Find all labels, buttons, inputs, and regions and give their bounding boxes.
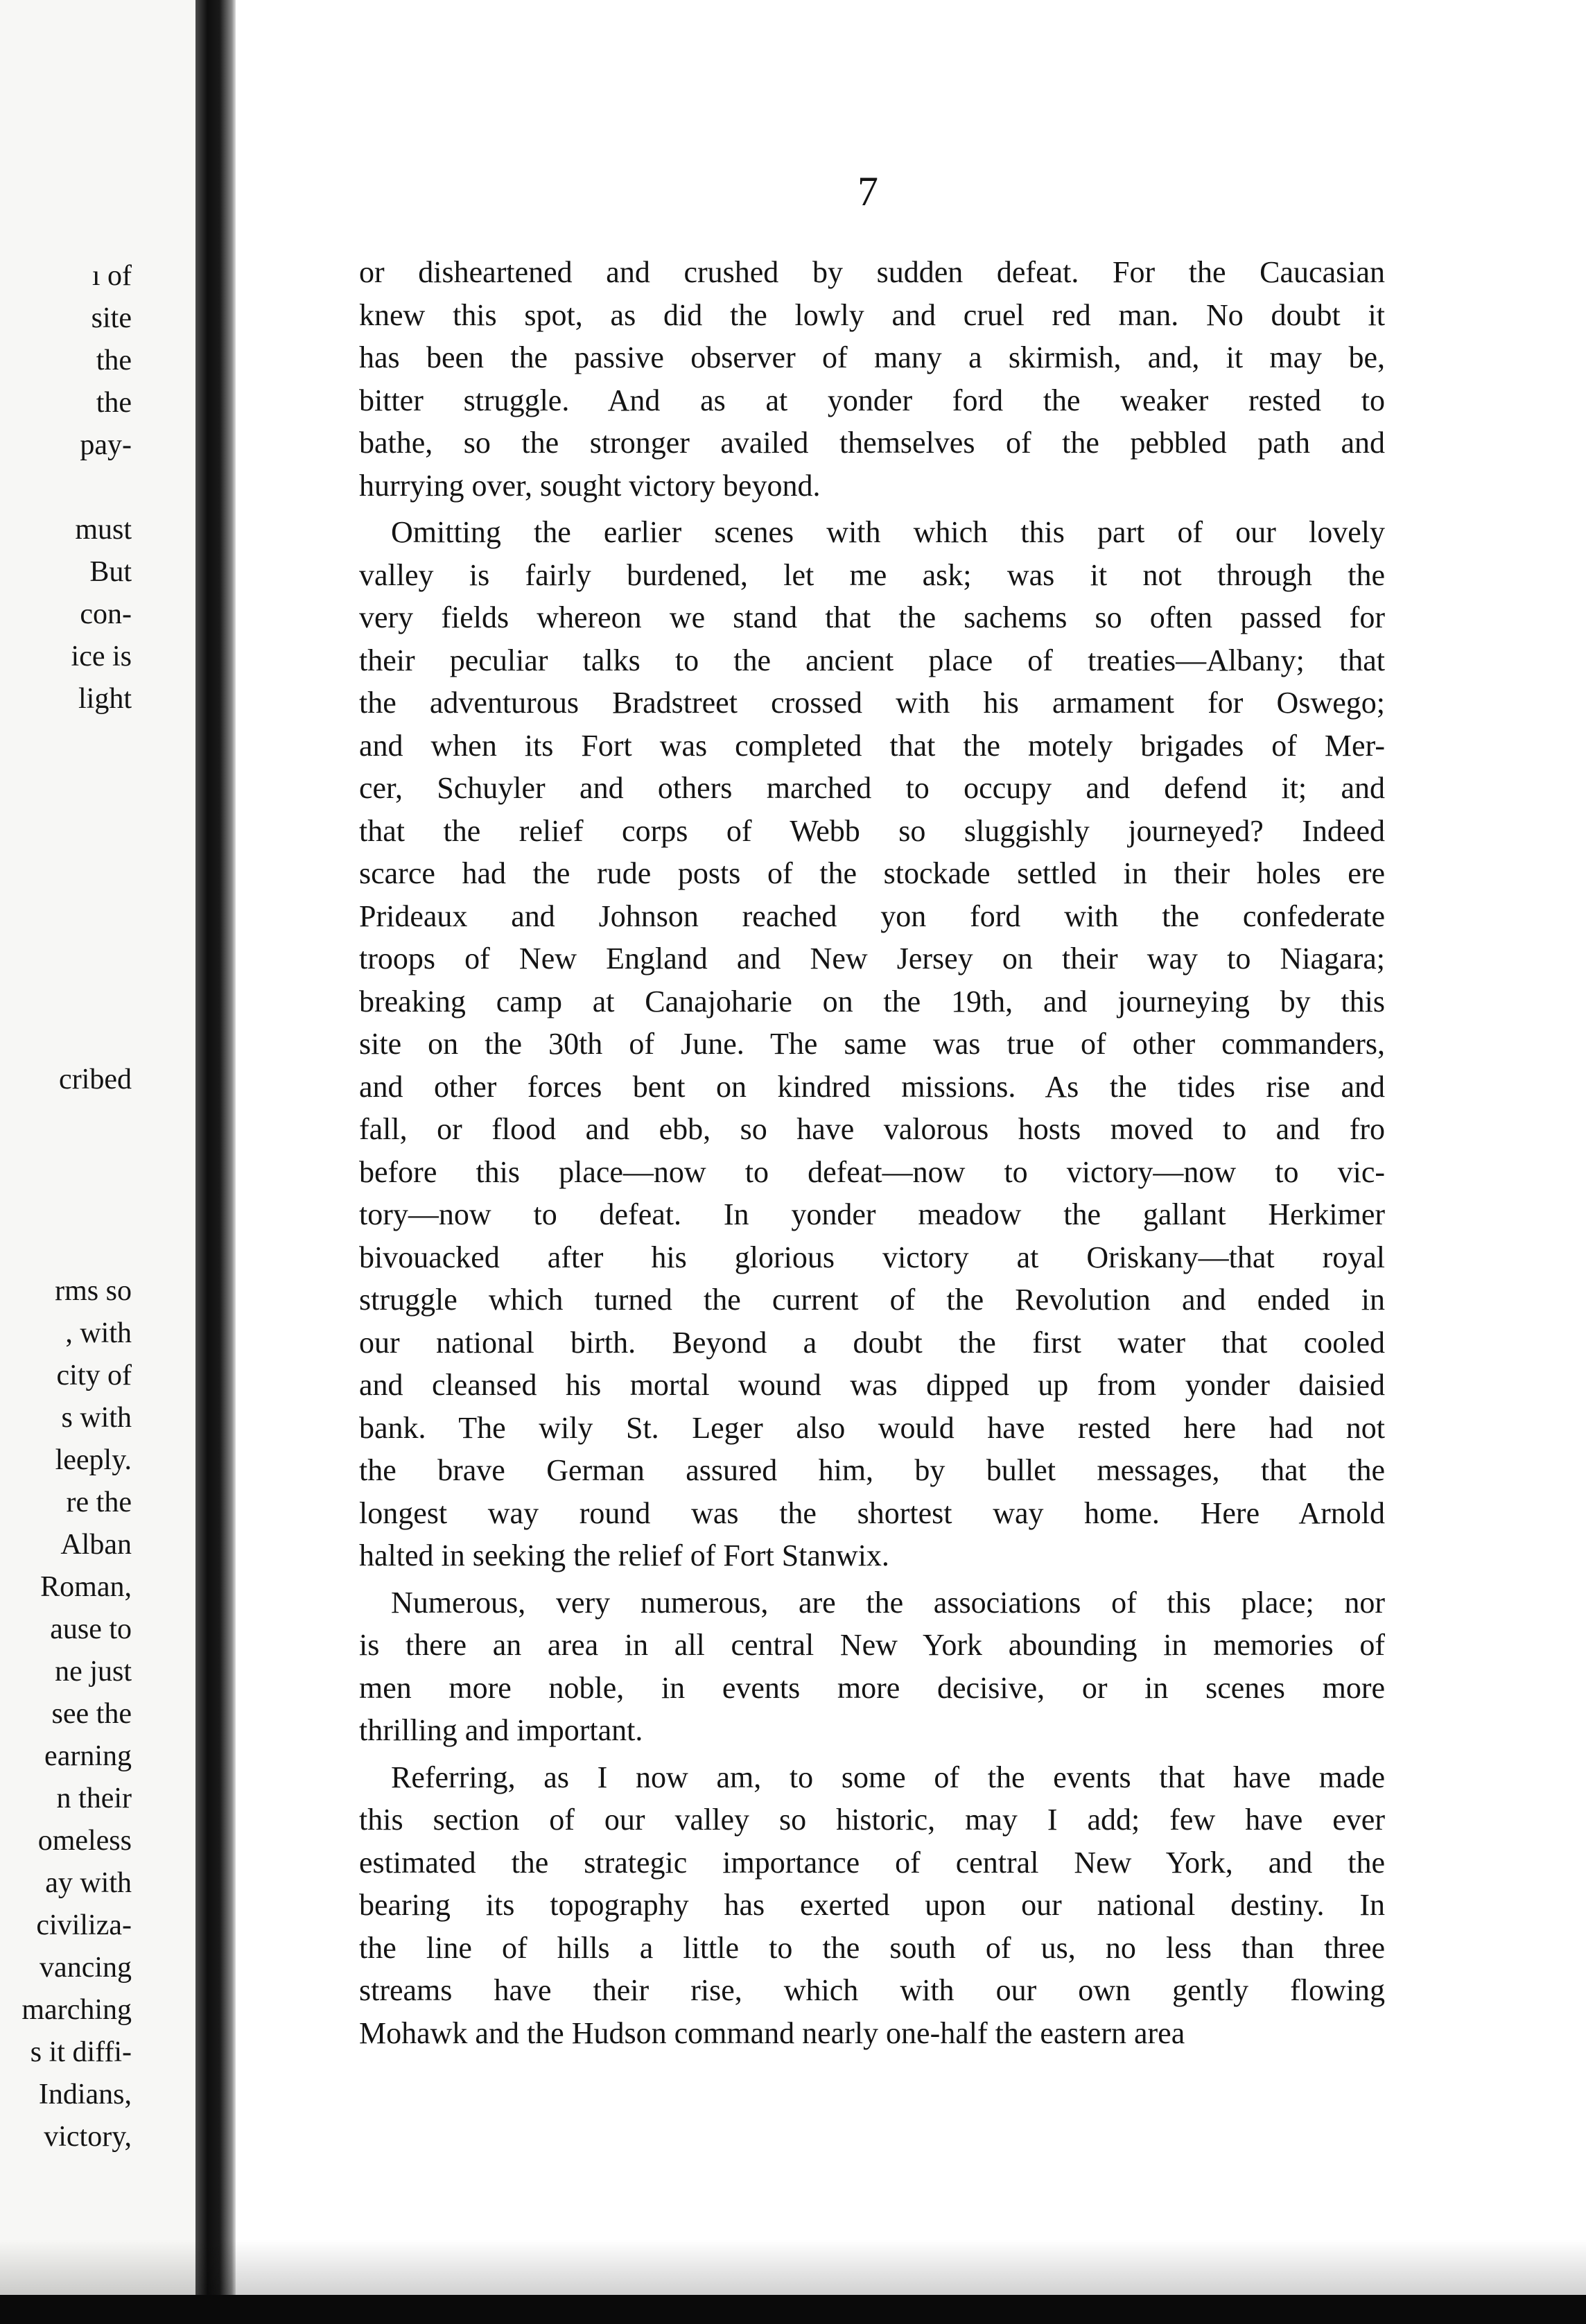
text-line: fall, or flood and ebb, so have valorous hosts moved to and fro xyxy=(359,1112,1385,1146)
text-line: the brave German assured him, by bullet messages, that the xyxy=(359,1453,1385,1487)
facing-page-line: ause to xyxy=(50,1613,132,1645)
facing-page-line xyxy=(21,467,132,509)
facing-page-line: But xyxy=(89,556,132,588)
text-line: bearing its topography has exerted upon our national destiny. In xyxy=(359,1888,1385,1922)
facing-page-line: Alban xyxy=(60,1529,132,1561)
facing-page-line xyxy=(21,720,132,763)
text-line: and other forces bent on kindred missions. As the tides rise and xyxy=(359,1069,1385,1104)
text-line: struggle which turned the current of the Revolution and ended in xyxy=(359,1283,1385,1317)
text-line: our national birth. Beyond a doubt the first water that cooled xyxy=(359,1325,1385,1360)
text-line: the line of hills a little to the south of us, no less than three xyxy=(359,1930,1385,1965)
facing-page-line: vancing xyxy=(40,1952,132,1984)
text-line: estimated the strategic importance of central New York, and the xyxy=(359,1845,1385,1880)
facing-page-line xyxy=(21,1101,132,1143)
facing-page-line: leeply. xyxy=(55,1444,132,1476)
facing-page-line xyxy=(21,805,132,847)
text-line: valley is fairly burdened, let me ask; was it not through the xyxy=(359,557,1385,592)
facing-page-line: omeless xyxy=(37,1825,132,1857)
facing-page-line xyxy=(21,890,132,932)
scan-bottom-edge xyxy=(0,2295,1586,2324)
text-line: their peculiar talks to the ancient place of treaties—Albany; that xyxy=(359,643,1385,677)
facing-page-line: ay with xyxy=(45,1867,132,1899)
facing-page-line: see the xyxy=(51,1698,132,1730)
text-line: Mohawk and the Hudson command nearly one-half the eastern area xyxy=(359,2015,1185,2050)
text-line: before this place—now to defeat—now to victory—now to vic- xyxy=(359,1154,1385,1189)
text-line: Omitting the earlier scenes with which this part of our lovely xyxy=(391,515,1385,549)
facing-page-line: re the xyxy=(66,1486,132,1518)
facing-page-line: city of xyxy=(56,1360,132,1391)
facing-page-line xyxy=(21,1186,132,1228)
text-line: men more noble, in events more decisive, or in scenes more xyxy=(359,1670,1385,1705)
text-line: bitter struggle. And as at yonder ford the weaker rested to xyxy=(359,383,1385,417)
facing-page-line: ı of xyxy=(92,260,132,292)
text-line: this section of our valley so historic, may I add; few have ever xyxy=(359,1803,1385,1837)
text-line: bathe, so the stronger availed themselves of the pebbled path and xyxy=(359,426,1385,460)
facing-page-line: must xyxy=(75,514,132,546)
facing-page-line xyxy=(21,932,132,974)
facing-page-line: the xyxy=(96,345,132,376)
book-page xyxy=(236,0,1586,2324)
facing-page-line: Indians, xyxy=(38,2079,132,2110)
facing-page-line: cribed xyxy=(59,1064,132,1095)
facing-page-line: marching xyxy=(21,1994,132,2026)
text-line: that the relief corps of Webb so sluggishly journeyed? Indeed xyxy=(359,813,1385,848)
facing-page-line: rms so xyxy=(55,1275,132,1307)
text-line: the adventurous Bradstreet crossed with his armament for Oswego; xyxy=(359,686,1385,720)
text-line: tory—now to defeat. In yonder meadow the gallant Herkimer xyxy=(359,1197,1385,1231)
facing-page-text xyxy=(21,255,132,2158)
facing-page-line: n their xyxy=(56,1783,132,1814)
text-line: breaking camp at Canajoharie on the 19th, and journeying by this xyxy=(359,984,1385,1018)
book-gutter xyxy=(195,0,236,2324)
text-line: or disheartened and crushed by sudden defeat. For the Caucasian xyxy=(359,255,1385,289)
text-line: thrilling and important. xyxy=(359,1713,643,1747)
text-line: scarce had the rude posts of the stockade settled in their holes ere xyxy=(359,856,1385,890)
facing-page-line: the xyxy=(96,387,132,419)
facing-page-line xyxy=(21,974,132,1016)
text-line: site on the 30th of June. The same was true of other commanders, xyxy=(359,1027,1385,1061)
facing-page-line xyxy=(21,1016,132,1059)
scan-shadow xyxy=(0,2239,1586,2295)
facing-page-line xyxy=(21,1228,132,1270)
facing-page-fragment xyxy=(0,0,195,2324)
facing-page-line: pay- xyxy=(80,429,132,461)
text-line: knew this spot, as did the lowly and cruel red man. No doubt it xyxy=(359,297,1385,332)
text-line: Numerous, very numerous, are the associations of this place; nor xyxy=(391,1585,1385,1620)
facing-page-line: site xyxy=(91,302,132,334)
facing-page-line: s it diffi- xyxy=(30,2036,132,2068)
facing-page-line: con- xyxy=(80,598,132,630)
facing-page-line: civiliza- xyxy=(36,1909,132,1941)
page-body xyxy=(359,251,1385,2054)
facing-page-line: light xyxy=(78,683,132,715)
facing-page-line xyxy=(21,847,132,890)
facing-page-line xyxy=(21,763,132,805)
text-line: and when its Fort was completed that the motely brigades of Mer- xyxy=(359,728,1385,763)
facing-page-line: s with xyxy=(61,1402,132,1434)
text-line: halted in seeking the relief of Fort Stanwix. xyxy=(359,1538,889,1572)
facing-page-line: ne just xyxy=(55,1656,132,1688)
text-line: has been the passive observer of many a skirmish, and, it may be, xyxy=(359,340,1385,374)
facing-page-line xyxy=(21,1143,132,1186)
text-line: bank. The wily St. Leger also would have rested here had not xyxy=(359,1410,1385,1445)
text-line: and cleansed his mortal wound was dipped up from yonder daisied xyxy=(359,1368,1385,1402)
facing-page-line: ice is xyxy=(71,641,132,673)
text-line: streams have their rise, which with our own gently flowing xyxy=(359,1973,1385,2007)
text-line: troops of New England and New Jersey on their way to Niagara; xyxy=(359,942,1385,975)
text-line: very fields whereon we stand that the sachems so often passed for xyxy=(359,600,1385,634)
text-line: hurrying over, sought victory beyond. xyxy=(359,468,821,503)
text-line: longest way round was the shortest way home. Here Arnold xyxy=(359,1495,1385,1530)
text-line: bivouacked after his glorious victory at Oriskany—that royal xyxy=(359,1240,1385,1274)
text-line: Referring, as I now am, to some of the events that have made xyxy=(391,1760,1385,1794)
text-line: Prideaux and Johnson reached yon ford with the confederate xyxy=(359,899,1385,933)
facing-page-line: Roman, xyxy=(40,1571,132,1603)
facing-page-line: , with xyxy=(65,1317,132,1349)
text-line: cer, Schuyler and others marched to occupy and defend it; and xyxy=(359,771,1385,805)
facing-page-line: earning xyxy=(44,1740,132,1772)
facing-page-line: victory, xyxy=(44,2121,132,2153)
page-number: 7 xyxy=(857,168,878,214)
text-line: is there an area in all central New York abounding in memories of xyxy=(359,1628,1385,1662)
